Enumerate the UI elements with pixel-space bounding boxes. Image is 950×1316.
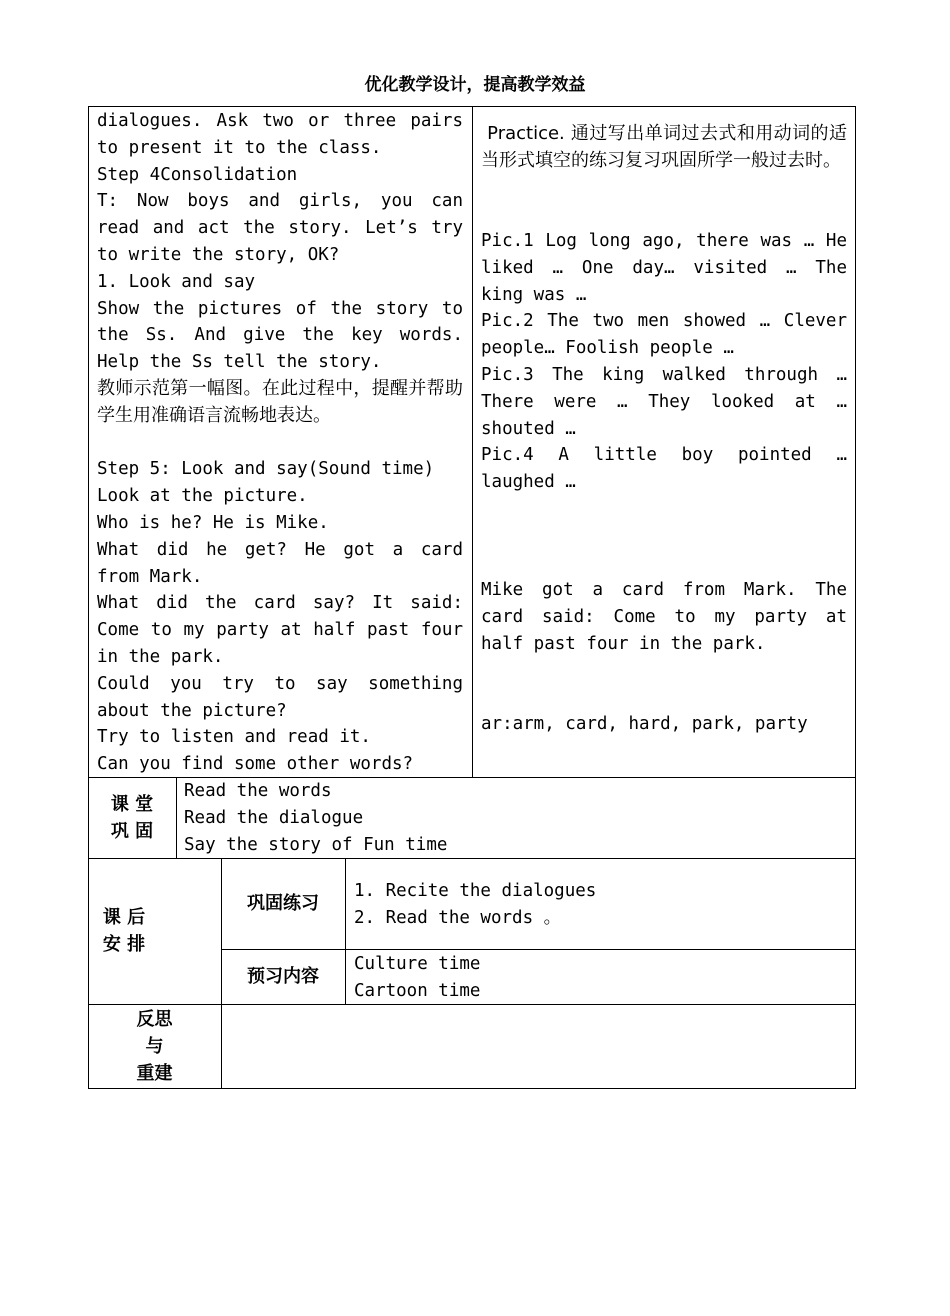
table-border-right — [855, 106, 856, 1089]
procedure-line: Look at the picture. — [97, 486, 308, 507]
column-divider-consolidation — [176, 777, 177, 858]
table-border-bottom — [88, 1088, 856, 1089]
procedure-line: T: Now boys and girls, you can read and act the story. Let’s try to write the story, OK? — [97, 191, 463, 265]
procedure-line: 1. Look and say — [97, 271, 256, 292]
procedure-line: Try to listen and read it. — [97, 727, 371, 748]
blank-line — [97, 430, 463, 457]
procedure-line: 教师示范第一幅图。在此过程中，提醒并帮助学生用准确语言流畅地表达。 — [97, 377, 463, 426]
procedure-left-cell — [97, 108, 463, 778]
practice-item: 1. Recite the dialogues — [354, 881, 597, 901]
page-title: 优化教学设计，提高教学效益 — [364, 75, 586, 95]
consolidation-label: 课 堂 巩 固 — [110, 794, 154, 842]
practice-items — [354, 878, 844, 932]
procedure-line: dialogues. Ask two or three pairs to present it to the class. — [97, 111, 463, 158]
procedure-sound-words: ar:arm, card, hard, park, party — [481, 714, 808, 734]
procedure-line: Could you try to say something about the picture? — [97, 673, 463, 721]
pic-note: Pic.2 The two men showed … Clever people… Foolish people … — [481, 311, 847, 359]
procedure-pic-notes — [481, 228, 847, 496]
preview-items — [354, 951, 844, 1005]
practice-label: 巩固练习 — [247, 893, 319, 914]
procedure-line: Can you find some other words? — [97, 754, 414, 775]
procedure-line: Step 5: Look and say(Sound time) — [97, 459, 435, 480]
procedure-card-text: Mike got a card from Mark. The card said: Come to my party at half past four in the park. — [481, 580, 847, 654]
column-divider-homework-type — [345, 858, 346, 1004]
consolidation-item: Read the words — [184, 781, 332, 801]
homework-label: 课 后 安 排 — [102, 907, 146, 955]
consolidation-items — [184, 778, 844, 858]
row-divider-3 — [221, 949, 856, 950]
procedure-line: Who is he? He is Mike. — [97, 512, 329, 533]
column-divider-procedure — [472, 106, 473, 777]
consolidation-item: Say the story of Fun time — [184, 834, 448, 855]
pic-note: Pic.4 A little boy pointed … laughed … — [481, 445, 847, 493]
preview-item: Culture time — [354, 954, 481, 974]
procedure-line: What did the card say? It said: Come to my party at half past four in the park. — [97, 593, 463, 667]
reflection-label: 反思 与 重建 — [136, 1009, 173, 1084]
procedure-line: Show the pictures of the story to the Ss. And give the key words. Help the Ss tell the story. — [97, 298, 463, 373]
pic-note: Pic.1 Log long ago, there was … He liked … One day… visited … The king was … — [481, 231, 847, 305]
consolidation-item: Read the dialogue — [184, 807, 364, 828]
preview-item: Cartoon time — [354, 980, 481, 1001]
preview-label: 预习内容 — [247, 966, 319, 987]
procedure-line: What did he get? He got a card from Mark. — [97, 539, 463, 587]
practice-item: 2. Read the words 。 — [354, 907, 562, 928]
procedure-line: Step 4Consolidation — [97, 164, 298, 185]
pic-note: Pic.3 The king walked through … There were … They looked at … shouted … — [481, 364, 847, 439]
procedure-intent-intro: Practice. 通过写出单词过去式和用动词的适当形式填空的练习复习巩固所学一般过去时。 — [481, 123, 847, 171]
